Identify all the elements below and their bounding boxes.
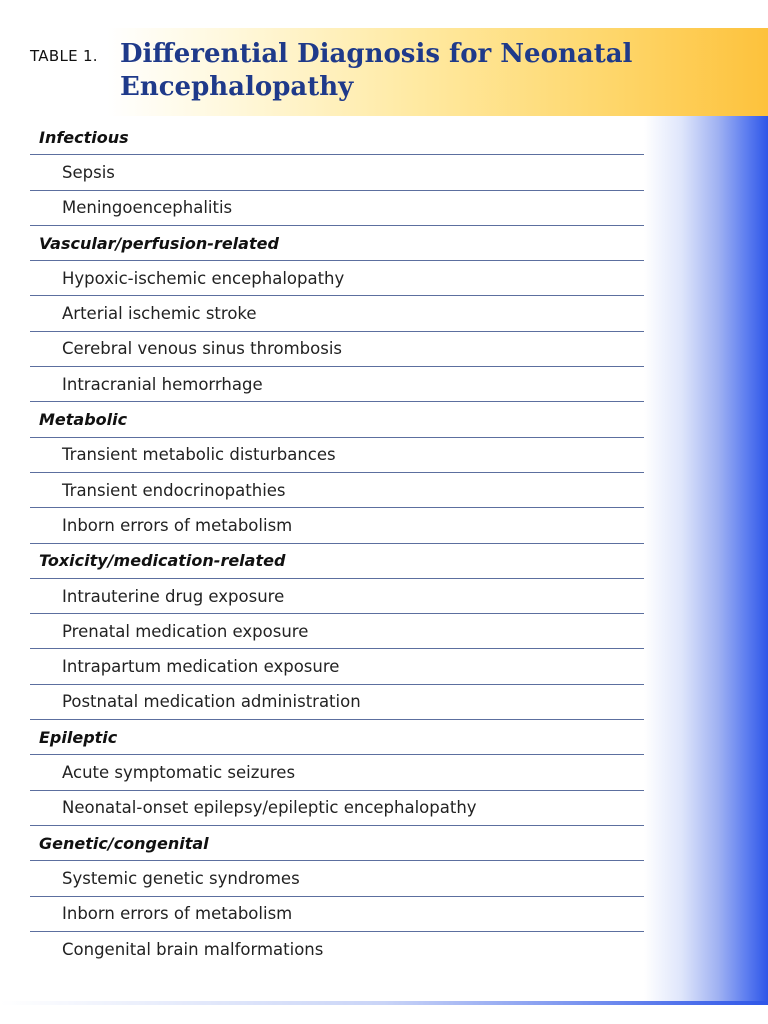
diagnosis-row: Transient endocrinopathies [30,473,644,508]
diagnosis-row: Postnatal medication administration [30,685,644,720]
diagnosis-row: Intrapartum medication exposure [30,649,644,684]
table-label: TABLE 1. [30,47,98,65]
category-row: Infectious [30,120,644,155]
diagnosis-row: Neonatal-onset epilepsy/epileptic encephalopathy [30,791,644,826]
side-decorative-band [644,116,768,1004]
diagnosis-row: Meningoencephalitis [30,191,644,226]
diagnosis-row: Inborn errors of metabolism [30,508,644,543]
bottom-decorative-band [0,1001,768,1005]
diagnosis-row: Transient metabolic disturbances [30,438,644,473]
table-title: Differential Diagnosis for Neonatal Encephalopathy [120,39,633,102]
diagnosis-row: Sepsis [30,155,644,190]
diagnosis-row: Cerebral venous sinus thrombosis [30,332,644,367]
category-row: Genetic/congenital [30,826,644,861]
diagnosis-row: Intracranial hemorrhage [30,367,644,402]
diagnosis-row: Systemic genetic syndromes [30,861,644,896]
category-row: Vascular/perfusion-related [30,226,644,261]
diagnosis-row: Intrauterine drug exposure [30,579,644,614]
diagnosis-row: Arterial ischemic stroke [30,296,644,331]
category-row: Toxicity/medication-related [30,544,644,579]
diagnosis-table [30,120,644,967]
diagnosis-row: Prenatal medication exposure [30,614,644,649]
diagnosis-row: Acute symptomatic seizures [30,755,644,790]
category-row: Metabolic [30,402,644,437]
diagnosis-row: Congenital brain malformations [62,939,324,959]
category-row: Epileptic [30,720,644,755]
diagnosis-row: Inborn errors of metabolism [30,897,644,932]
diagnosis-row: Hypoxic-ischemic encephalopathy [30,261,644,296]
